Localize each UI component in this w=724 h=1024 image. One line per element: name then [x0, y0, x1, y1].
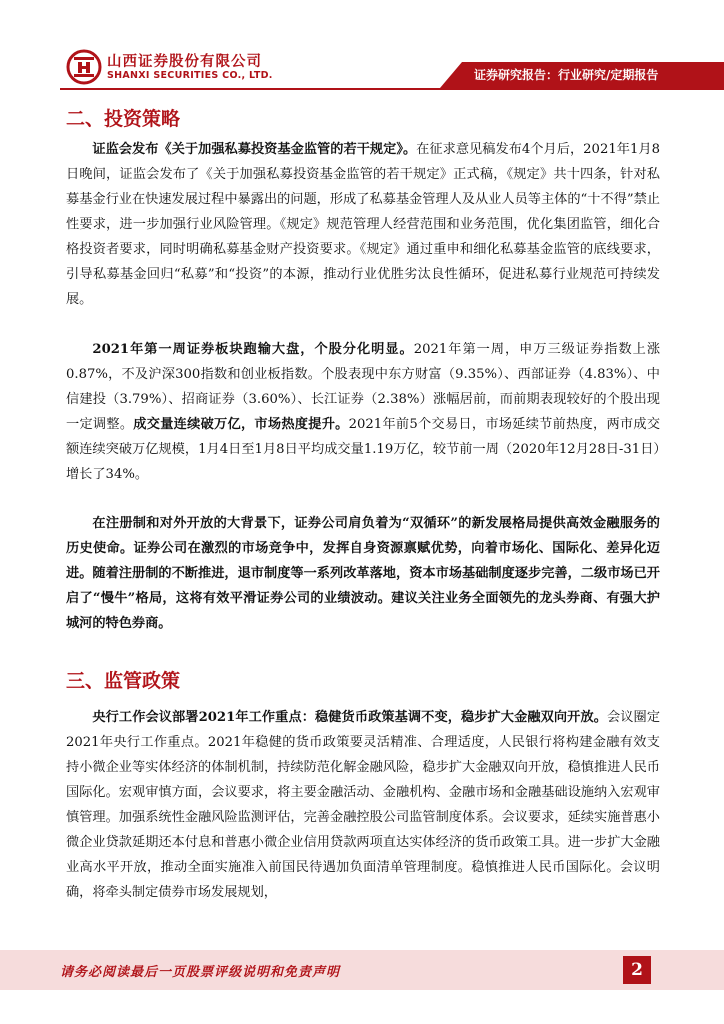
- paragraph-securities-sector-weekly: [66, 337, 660, 487]
- paragraph-body: 2021年第一周，申万三级证券指数上涨0.87%，不及沪深300指数和创业板指数。个股表现中东方财富（9.35%）、西部证券（4.83%）、中信建投（3.79%）、招商证券（3.60%）、长江证券（2.38%）涨幅居前，而前期表现较好的个股出现一定调整。: [66, 342, 661, 432]
- page-number: 2: [623, 956, 651, 984]
- header-divider: [60, 88, 724, 90]
- paragraph-body: 会议圈定2021年央行工作重点。2021年稳健的货币政策要灵活精准、合理适度，人民银行将构建金融有效支持小微企业等实体经济的体制机制，持续防范化解金融风险，稳步扩大金融双向开放，稳慎推进人民币国际化。宏观审慎方面，会议要求，将主要金融活动、金融机构、金融市场和金融基础设施纳入宏观审慎管理。加强系统性金融风险监测评估，完善金融控股公司监管制度体系。会议要求，延续实施普惠小微企业贷款延期还本付息和普惠小微企业信用贷款两项直达实体经济的货币政策工具。进一步扩大金融业高水平开放，推动全面实施准入前国民待遇加负面清单管理制度。稳慎推进人民币国际化。会议明确，将牵头制定债券市场发展规划，: [66, 710, 661, 900]
- paragraph-investment-recommendation: 在注册制和对外开放的大背景下，证券公司肩负着为“双循环”的新发展格局提供高效金融服务的历史使命。证券公司在激烈的市场竞争中，发挥自身资源禀赋优势，向着市场化、国际化、差异化迈进。随着注册制的不断推进，退市制度等一系列改革落地，资本市场基础制度逐步完善，二级市场已开启了“慢牛”格局，这将有效平滑证券公司的业绩波动。建议关注业务全面领先的龙头券商、有强大护城河的特色券商。: [66, 516, 660, 631]
- paragraph-lead: 2021年第一周证券板块跑输大盘，个股分化明显。: [92, 342, 414, 357]
- company-name-cn: 山西证券股份有限公司: [107, 54, 262, 70]
- paragraph-lead: 证监会发布《关于加强私募投资基金监管的若干规定》。: [92, 142, 417, 157]
- paragraph-body: 在征求意见稿发布4个月后，2021年1月8日晚间，证监会发布了《关于加强私募投资基金监管的若干规定》正式稿，《规定》共十四条，针对私募基金行业在快速发展过程中暴露出的问题，形成了私募基金管理人及从业人员等主体的“十不得”禁止性要求，进一步加强行业风险管理。《规定》规范管理人经营范围和业务范围，优化集团监管，细化合格投资者要求，同时明确私募基金财产投资要求。《规定》通过重申和细化私募基金监管的底线要求，引导私募基金回归“私募”和“投资”的本源，推动行业优胜劣汰良性循环，促进私募行业规范可持续发展。: [66, 142, 660, 307]
- paragraph-lead: 央行工作会议部署2021年工作重点：稳健货币政策基调不变，稳步扩大金融双向开放。: [92, 710, 607, 725]
- section-heading-investment-strategy: 二、投资策略: [66, 108, 181, 130]
- paragraph-lead-2: 成交量连续破万亿，市场热度提升。: [133, 417, 349, 432]
- paragraph-body-2: 2021年前5个交易日，市场延续节前热度，两市成交额连续突破万亿规模，1月4日至1月8日平均成交量1.19万亿，较节前一周（2020年12月28日-31日）增长了34%。: [66, 417, 661, 482]
- paragraph-central-bank-meeting: [66, 705, 660, 905]
- report-tag: 证券研究报告：行业研究/定期报告: [474, 68, 659, 82]
- section-heading-regulatory-policy: 三、监管政策: [66, 670, 181, 692]
- page-header: [0, 0, 724, 92]
- paragraph-private-fund-regulation: [66, 137, 660, 312]
- company-name-en: SHANXI SECURITIES CO., LTD.: [107, 70, 273, 81]
- disclaimer-note: 请务必阅读最后一页股票评级说明和免责声明: [60, 965, 341, 980]
- company-logo-icon: [66, 49, 102, 85]
